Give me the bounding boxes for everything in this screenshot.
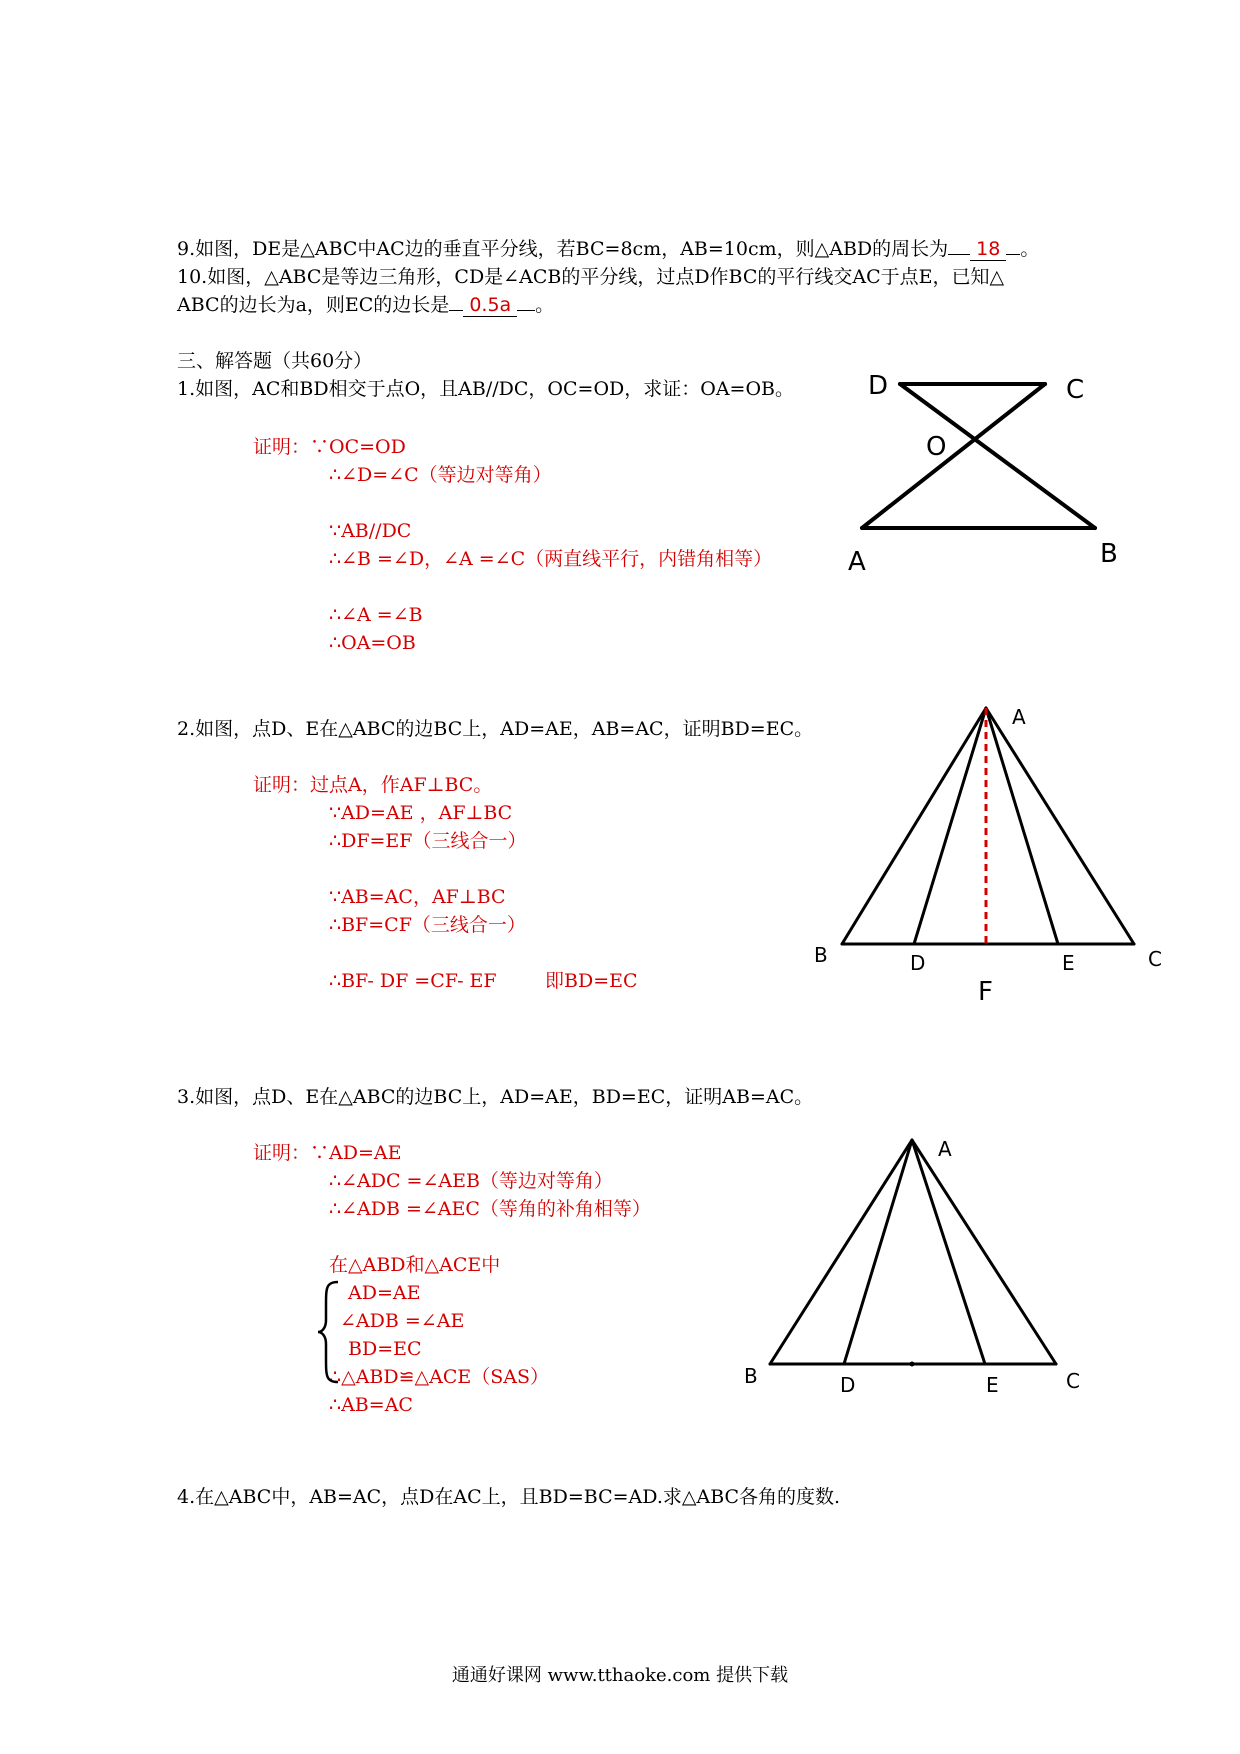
problem-2-proof-line-3: ∴DF=EF（三线合一） bbox=[329, 830, 527, 852]
segment-AC bbox=[862, 384, 1045, 528]
label-B: B bbox=[744, 1364, 758, 1388]
label-D: D bbox=[910, 951, 926, 975]
label-C: C bbox=[1066, 1369, 1080, 1393]
problem-3-proof-line-1: 证明：∵AD=AE bbox=[253, 1142, 402, 1164]
label-D: D bbox=[868, 371, 889, 401]
problem-3-proof-line-6: ∠ADB =∠AE bbox=[340, 1310, 465, 1332]
label-F: F bbox=[978, 977, 993, 1007]
problem-1-proof-line-4: ∴∠B =∠D，∠A =∠C（两直线平行，内错角相等） bbox=[329, 548, 773, 570]
problem-2-proof-line-2: ∵AD=AE ，AF⊥BC bbox=[329, 802, 513, 824]
problem-3-question: 3.如图，点D、E在△ABC的边BC上，AD=AE，BD=EC，证明AB=AC。 bbox=[177, 1086, 814, 1108]
question-9-answer: 18 bbox=[970, 238, 1006, 261]
segment-AE bbox=[986, 708, 1058, 944]
question-9-end: 。 bbox=[1020, 238, 1040, 260]
section-title: 三、解答题（共60分） bbox=[177, 350, 373, 372]
figure-2 bbox=[808, 700, 1168, 1010]
problem-3-proof-line-9: ∴AB=AC bbox=[329, 1394, 413, 1416]
question-9 bbox=[177, 236, 1039, 262]
problem-2-proof-line-4: ∵AB=AC，AF⊥BC bbox=[329, 886, 506, 908]
problem-3-proof-line-8: ∴△ABD≌△ACE（SAS） bbox=[329, 1366, 550, 1388]
curly-brace bbox=[316, 1280, 342, 1384]
question-9-text: 9.如图，DE是△ABC中AC边的垂直平分线，若BC=8cm，AB=10cm，则△ABD的周长为 bbox=[177, 238, 949, 260]
midpoint-dot bbox=[910, 1362, 915, 1367]
problem-3-proof-line-7: BD=EC bbox=[348, 1338, 422, 1360]
question-10-text: ABC的边长为a，则EC的边长是 bbox=[177, 294, 450, 316]
segment-AC bbox=[986, 708, 1134, 944]
problem-3-proof-line-3: ∴∠ADB =∠AEC（等角的补角相等） bbox=[329, 1198, 651, 1220]
question-10-line2 bbox=[177, 292, 554, 318]
problem-1-question: 1.如图，AC和BD相交于点O，且AB//DC，OC=OD，求证：OA=OB。 bbox=[177, 378, 795, 400]
problem-2-proof-line-1: 证明：过点A，作AF⊥BC。 bbox=[253, 774, 493, 796]
figure-1 bbox=[840, 360, 1140, 580]
problem-1-proof-line-6: ∴OA=OB bbox=[329, 632, 416, 654]
label-B: B bbox=[1100, 539, 1118, 569]
problem-1-proof-line-5: ∴∠A =∠B bbox=[329, 604, 423, 626]
segment-AB bbox=[842, 708, 986, 944]
problem-1-proof-line-1: 证明：∵OC=OD bbox=[253, 436, 406, 458]
segment-AB bbox=[770, 1140, 912, 1364]
problem-3-proof-line-5: AD=AE bbox=[348, 1282, 421, 1304]
problem-2-proof-line-7: 即BD=EC bbox=[545, 970, 638, 992]
label-E: E bbox=[986, 1373, 999, 1397]
segment-AD bbox=[844, 1140, 912, 1364]
question-10-end: 。 bbox=[535, 294, 555, 316]
label-C: C bbox=[1066, 375, 1085, 405]
problem-3-proof-line-4: 在△ABD和△ACE中 bbox=[329, 1254, 501, 1276]
label-A: A bbox=[1012, 705, 1026, 729]
problem-4-question: 4.在△ABC中，AB=AC，点D在AC上，且BD=BC=AD.求△ABC各角的度数. bbox=[177, 1486, 841, 1508]
label-A: A bbox=[938, 1137, 952, 1161]
problem-2-question: 2.如图，点D、E在△ABC的边BC上，AD=AE，AB=AC，证明BD=EC。 bbox=[177, 718, 814, 740]
problem-3-proof-line-2: ∴∠ADC =∠AEB（等边对等角） bbox=[329, 1170, 613, 1192]
problem-1-proof-line-3: ∵AB//DC bbox=[329, 520, 412, 542]
label-C: C bbox=[1148, 947, 1162, 971]
label-A: A bbox=[848, 547, 866, 577]
problem-2-proof-line-6: ∴BF- DF =CF- EF bbox=[329, 970, 497, 992]
label-D: D bbox=[840, 1373, 856, 1397]
figure-3 bbox=[740, 1130, 1100, 1400]
problem-2-proof-line-5: ∴BF=CF（三线合一） bbox=[329, 914, 526, 936]
label-O: O bbox=[926, 432, 947, 462]
segment-AD bbox=[914, 708, 986, 944]
label-B: B bbox=[814, 943, 828, 967]
question-10-line1: 10.如图，△ABC是等边三角形，CD是∠ACB的平分线，过点D作BC的平行线交AC于点E，已知△ bbox=[177, 266, 1005, 288]
question-10-answer: 0.5a bbox=[463, 294, 517, 317]
segment-AE bbox=[912, 1140, 985, 1364]
page-footer: 通通好课网 www.tthaoke.com 提供下载 bbox=[451, 1665, 789, 1686]
problem-1-proof-line-2: ∴∠D=∠C（等边对等角） bbox=[329, 464, 552, 486]
label-E: E bbox=[1062, 951, 1075, 975]
segment-AC bbox=[912, 1140, 1056, 1364]
